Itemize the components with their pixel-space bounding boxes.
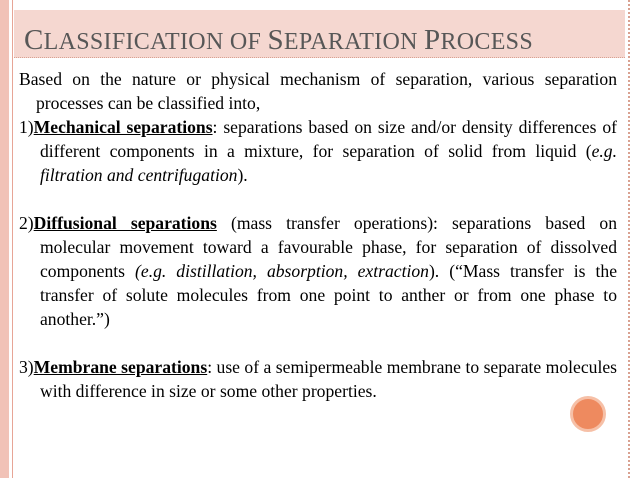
item-number: 2) (19, 213, 34, 233)
item-term: Membrane separations (33, 357, 208, 377)
paragraph-spacer (19, 187, 617, 211)
title-word: ROCESS (440, 29, 533, 55)
title-word: EPARATION (283, 29, 425, 55)
item-example: e.g. filtration and centrifugation (40, 141, 617, 185)
list-item (19, 355, 617, 403)
item-number: 3) (19, 357, 34, 377)
title-initial: C (24, 24, 44, 56)
item-text: : use of a semipermeable membrane to separate molecules with difference in size or some other properties. (40, 357, 617, 401)
right-dotted-border (628, 0, 630, 478)
item-text: (mass transfer operations): separations based on molecular movement toward a favourable phase, for separation of dissolved components (40, 213, 618, 281)
left-divider-line (12, 0, 13, 478)
title-underline (14, 57, 625, 58)
title-initial: S (267, 24, 284, 56)
intro-paragraph: Based on the nature or physical mechanism of separation, various separation processes can be classified into, (19, 69, 617, 113)
slide-title (24, 24, 533, 57)
item-term: Mechanical separations (33, 117, 213, 137)
item-text-end: ). (237, 165, 248, 185)
title-initial: P (424, 24, 441, 56)
left-accent-bar (0, 0, 9, 478)
item-number: 1) (19, 117, 34, 137)
item-text: : separations based on size and/or density differences of different components in a mixture, for separation of solid from liquid ( (40, 117, 617, 161)
paragraph-spacer (19, 331, 617, 355)
item-term: Diffusional separations (33, 213, 217, 233)
list-item (19, 211, 617, 331)
item-example: (e.g. distillation, absorption, extraction (135, 261, 429, 281)
item-text-end: ). (“Mass transfer is the transfer of solute molecules from one point to anther or from one phase to another.”) (40, 261, 618, 329)
list-item (19, 115, 617, 187)
title-word: LASSIFICATION OF (43, 29, 268, 55)
slide-body (19, 67, 617, 403)
